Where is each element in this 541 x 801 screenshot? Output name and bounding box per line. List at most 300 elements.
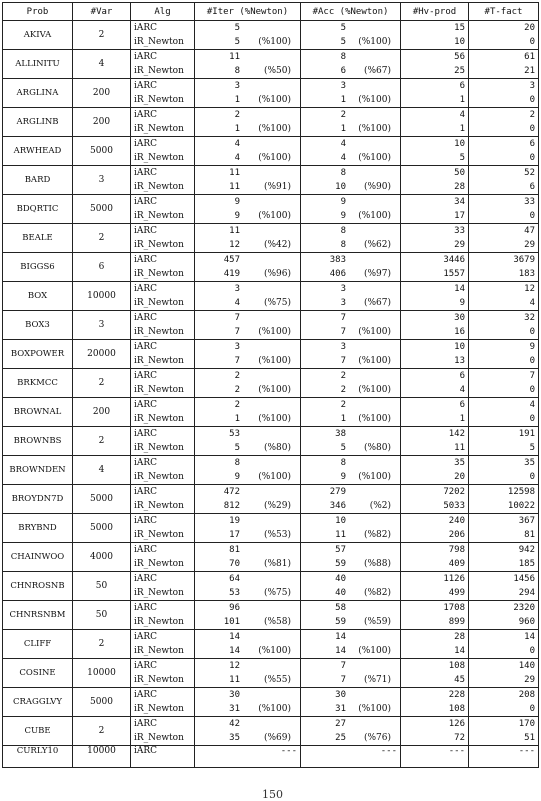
iter-percent (240, 283, 297, 296)
acc-line (304, 689, 397, 702)
iter-line (198, 457, 297, 470)
tf-stack (472, 283, 535, 310)
acc-line (304, 239, 397, 252)
iter-stack (198, 196, 297, 223)
algorithm-cell (131, 659, 195, 688)
acc-line (304, 428, 397, 441)
algorithm-stack (134, 341, 191, 368)
tf-value: 29 (524, 674, 535, 685)
algorithm-stack (134, 51, 191, 78)
iter-line (198, 283, 297, 296)
hv-value: 409 (448, 558, 465, 569)
acc-value: 4 (340, 152, 346, 163)
acc-percent (346, 22, 397, 35)
acc-cell (301, 21, 401, 50)
algorithm-name: iR_Newton (134, 587, 184, 598)
iter-stack (198, 138, 297, 165)
acc-stack (304, 370, 397, 397)
hv-prod-cell (401, 456, 469, 485)
iter-percent: (%100) (258, 471, 291, 482)
iter-line (198, 631, 297, 644)
algorithm-stack (134, 718, 191, 745)
variable-count: 2 (73, 630, 131, 659)
tf-value: 10022 (507, 500, 535, 511)
hv-prod-cell (401, 311, 469, 340)
acc-percent: (%62) (363, 239, 391, 250)
iter-line (198, 515, 297, 528)
acc-line (304, 616, 397, 629)
iter-percent (240, 515, 297, 528)
t-fact-cell (469, 311, 539, 340)
hv-value: 25 (454, 65, 465, 76)
algorithm-name: iR_Newton (134, 471, 184, 482)
iter-value: 11 (229, 674, 240, 685)
algorithm-name: iR_Newton (134, 239, 184, 250)
iter-value: 8 (234, 457, 240, 468)
iter-cell (195, 79, 301, 108)
algorithm-name: iARC (134, 631, 158, 642)
acc-line (304, 515, 397, 528)
acc-line (304, 471, 397, 484)
acc-value: 7 (340, 326, 346, 337)
iter-line (198, 703, 297, 716)
algorithm-name: iR_Newton (134, 413, 184, 424)
acc-line (304, 225, 397, 238)
hv-value: 108 (448, 703, 465, 714)
header-alg: Alg (131, 3, 195, 21)
iter-line (198, 500, 297, 513)
acc-percent (346, 341, 397, 354)
hv-value: 14 (454, 645, 465, 656)
problem-name: BROYDN7D (3, 485, 73, 514)
t-fact-cell (469, 340, 539, 369)
algorithm-name: iARC (134, 746, 158, 756)
tf-stack (472, 486, 535, 513)
table-row (3, 340, 539, 369)
tf-value: 61 (524, 51, 535, 62)
variable-count: 2 (73, 369, 131, 398)
acc-cell (301, 688, 401, 717)
problem-name: ARGLINA (3, 79, 73, 108)
algorithm-stack (134, 544, 191, 571)
hv-value: 499 (448, 587, 465, 598)
iter-value: 812 (223, 500, 240, 511)
problem-name: CRAGGLVY (3, 688, 73, 717)
variable-count: 4 (73, 456, 131, 485)
algorithm-stack (134, 689, 191, 716)
t-fact-cell (469, 50, 539, 79)
acc-line (304, 399, 397, 412)
hv-prod-cell (401, 21, 469, 50)
tf-value: 0 (529, 36, 535, 47)
iter-percent (240, 167, 297, 180)
iter-value: 12 (229, 239, 240, 250)
variable-count: 10000 (73, 659, 131, 688)
tf-stack (472, 109, 535, 136)
iter-line (198, 341, 297, 354)
acc-cell (301, 572, 401, 601)
t-fact-cell (469, 456, 539, 485)
table-row (3, 398, 539, 427)
algorithm-stack (134, 370, 191, 397)
t-fact-cell (469, 253, 539, 282)
hv-prod-cell (401, 340, 469, 369)
acc-line (304, 138, 397, 151)
tf-value: 294 (518, 587, 535, 598)
iter-line (198, 210, 297, 223)
iter-percent: (%58) (263, 616, 291, 627)
algorithm-cell (131, 21, 195, 50)
algorithm-stack (134, 631, 191, 658)
iter-cell (195, 427, 301, 456)
hv-stack (404, 689, 465, 716)
acc-percent (346, 80, 397, 93)
iter-stack (198, 370, 297, 397)
acc-stack (304, 283, 397, 310)
table-header-row (3, 3, 539, 21)
acc-percent: (%100) (358, 152, 391, 163)
algorithm-name: iARC (134, 283, 158, 294)
iter-cell (195, 224, 301, 253)
tf-value: 4 (529, 297, 535, 308)
algorithm-name: iARC (134, 515, 158, 526)
acc-percent (346, 544, 397, 557)
table-row (3, 253, 539, 282)
acc-value: 5 (340, 36, 346, 47)
acc-cell (301, 456, 401, 485)
algorithm-name: iARC (134, 80, 158, 91)
acc-percent: (%88) (363, 558, 391, 569)
hv-value: 9 (459, 297, 465, 308)
tf-value: 2320 (513, 602, 535, 613)
acc-stack (304, 312, 397, 339)
t-fact-cell (469, 514, 539, 543)
tf-value: 33 (524, 196, 535, 207)
tf-value: 170 (518, 718, 535, 729)
algorithm-name: iR_Newton (134, 703, 184, 714)
iter-line (198, 225, 297, 238)
hv-prod-cell (401, 50, 469, 79)
acc-stack (304, 167, 397, 194)
hv-stack (404, 138, 465, 165)
acc-percent (346, 689, 397, 702)
algorithm-name: iR_Newton (134, 94, 184, 105)
acc-percent: (%2) (369, 500, 391, 511)
iter-cell (195, 340, 301, 369)
acc-percent (346, 51, 397, 64)
iter-line (198, 573, 297, 586)
iter-percent: (%75) (263, 587, 291, 598)
acc-cell (301, 630, 401, 659)
iter-value: 4 (234, 297, 240, 308)
iter-percent: (%91) (263, 181, 291, 192)
hv-value: 13 (454, 355, 465, 366)
acc-stack (304, 660, 397, 687)
acc-cell (301, 253, 401, 282)
iter-value: 19 (229, 515, 240, 526)
algorithm-name: iARC (134, 370, 158, 381)
iter-line (198, 732, 297, 745)
iter-stack (198, 544, 297, 571)
acc-percent: (%67) (363, 297, 391, 308)
hv-prod-cell (401, 224, 469, 253)
iter-percent: (%29) (263, 500, 291, 511)
acc-value: 40 (335, 573, 346, 584)
hv-value: 240 (448, 515, 465, 526)
tf-value: 3679 (513, 254, 535, 265)
algorithm-stack (134, 602, 191, 629)
hv-prod-cell (401, 369, 469, 398)
iter-cell (195, 485, 301, 514)
algorithm-stack (134, 254, 191, 281)
hv-value: 7202 (443, 486, 465, 497)
algorithm-stack (134, 312, 191, 339)
problem-name: BROWNBS (3, 427, 73, 456)
acc-value: 4 (340, 138, 346, 149)
acc-percent: (%100) (358, 210, 391, 221)
acc-cell (301, 340, 401, 369)
tf-stack (472, 428, 535, 455)
acc-percent (346, 457, 397, 470)
iter-cell (195, 311, 301, 340)
iter-percent (240, 486, 297, 499)
table-row (3, 282, 539, 311)
acc-stack (304, 254, 397, 281)
acc-value: 10 (335, 181, 346, 192)
iter-percent: (%81) (263, 558, 291, 569)
iter-percent: (%96) (263, 268, 291, 279)
iter-percent (240, 312, 297, 325)
iter-stack (198, 602, 297, 629)
iter-percent (240, 457, 297, 470)
acc-percent (346, 602, 397, 615)
table-row (3, 369, 539, 398)
iter-value: 3 (234, 80, 240, 91)
iter-percent (240, 631, 297, 644)
variable-count: 6 (73, 253, 131, 282)
table-row (3, 514, 539, 543)
acc-value: 7 (340, 674, 346, 685)
algorithm-name: iR_Newton (134, 123, 184, 134)
algorithm-cell (131, 717, 195, 746)
algorithm-stack (134, 660, 191, 687)
algorithm-stack (134, 196, 191, 223)
iter-stack (198, 51, 297, 78)
iter-stack (198, 80, 297, 107)
acc-value: 383 (329, 254, 346, 265)
t-fact-cell (469, 659, 539, 688)
variable-count: 2 (73, 224, 131, 253)
tf-value: 81 (524, 529, 535, 540)
acc-stack (304, 22, 397, 49)
hv-stack (404, 254, 465, 281)
tf-value: 942 (518, 544, 535, 555)
acc-percent (346, 486, 397, 499)
acc-value: 406 (329, 268, 346, 279)
iter-value: 7 (234, 326, 240, 337)
acc-line (304, 645, 397, 658)
acc-line (304, 587, 397, 600)
header-hv-prod: #Hv-prod (401, 3, 469, 21)
acc-cell (301, 166, 401, 195)
iter-line (198, 312, 297, 325)
iter-value: 5 (234, 442, 240, 453)
acc-cell (301, 79, 401, 108)
algorithm-name: iR_Newton (134, 268, 184, 279)
acc-line (304, 22, 397, 35)
hv-value: 6 (459, 80, 465, 91)
tf-value: 12598 (507, 486, 535, 497)
acc-line (304, 196, 397, 209)
variable-count: 10000 (73, 282, 131, 311)
t-fact-cell (469, 79, 539, 108)
iter-value: 70 (229, 558, 240, 569)
acc-value: 9 (340, 210, 346, 221)
iter-value: 42 (229, 718, 240, 729)
algorithm-name: iARC (134, 22, 158, 33)
acc-line (304, 384, 397, 397)
problem-name: CURLY10 (3, 746, 73, 768)
tf-stack (472, 225, 535, 252)
problem-name: CHNROSNB (3, 572, 73, 601)
acc-line (304, 413, 397, 426)
tf-value: 51 (524, 732, 535, 743)
iter-value: 5 (234, 36, 240, 47)
acc-percent: (%100) (358, 326, 391, 337)
acc-value: 25 (335, 732, 346, 743)
acc-value: 2 (340, 370, 346, 381)
iter-cell (195, 659, 301, 688)
acc-stack (304, 80, 397, 107)
iter-percent: (%100) (258, 152, 291, 163)
acc-stack (304, 51, 397, 78)
hv-prod-cell (401, 601, 469, 630)
iter-value: 8 (234, 65, 240, 76)
hv-stack (404, 196, 465, 223)
algorithm-stack (134, 283, 191, 310)
iter-percent (240, 341, 297, 354)
acc-percent (346, 573, 397, 586)
iter-percent: (%55) (263, 674, 291, 685)
problem-name: BROWNAL (3, 398, 73, 427)
tf-stack (472, 138, 535, 165)
algorithm-name: iARC (134, 457, 158, 468)
acc-line (304, 573, 397, 586)
algorithm-name: iR_Newton (134, 442, 184, 453)
hv-stack (404, 602, 465, 629)
tf-value: 0 (529, 471, 535, 482)
acc-value: 10 (335, 515, 346, 526)
t-fact-cell (469, 688, 539, 717)
acc-value: 1 (340, 94, 346, 105)
iter-line (198, 254, 297, 267)
iter-line (198, 297, 297, 310)
iter-stack (198, 486, 297, 513)
table-row (3, 79, 539, 108)
iter-line (198, 152, 297, 165)
variable-count: 2 (73, 427, 131, 456)
algorithm-name: iARC (134, 399, 158, 410)
acc-stack (304, 689, 397, 716)
iter-stack (198, 167, 297, 194)
tf-stack (472, 602, 535, 629)
iter-cell (195, 137, 301, 166)
iter-value: 11 (229, 225, 240, 236)
variable-count: 5000 (73, 485, 131, 514)
algorithm-name: iR_Newton (134, 384, 184, 395)
acc-percent (346, 109, 397, 122)
iter-percent: (%100) (258, 355, 291, 366)
iter-value: 2 (234, 384, 240, 395)
acc-value: 2 (340, 384, 346, 395)
t-fact-cell (469, 630, 539, 659)
tf-value: 12 (524, 283, 535, 294)
algorithm-name: iR_Newton (134, 326, 184, 337)
tf-stack (472, 370, 535, 397)
acc-line (304, 283, 397, 296)
iter-line (198, 138, 297, 151)
iter-value: 1 (234, 413, 240, 424)
table-row (3, 166, 539, 195)
tf-value: 52 (524, 167, 535, 178)
acc-percent (346, 399, 397, 412)
iter-line (198, 413, 297, 426)
hv-value: 17 (454, 210, 465, 221)
algorithm-name: iARC (134, 689, 158, 700)
hv-value: 45 (454, 674, 465, 685)
iter-line (198, 471, 297, 484)
acc-line (304, 602, 397, 615)
iter-percent (240, 602, 297, 615)
iter-cell (195, 514, 301, 543)
hv-stack (404, 428, 465, 455)
iter-cell (195, 543, 301, 572)
iter-percent: (%100) (258, 36, 291, 47)
iter-line (198, 36, 297, 49)
iter-percent (240, 22, 297, 35)
problem-name: BOXPOWER (3, 340, 73, 369)
tf-value: 191 (518, 428, 535, 439)
variable-count: 5000 (73, 195, 131, 224)
acc-cell (301, 746, 401, 768)
algorithm-name: iR_Newton (134, 355, 184, 366)
iter-value: 9 (234, 471, 240, 482)
acc-value: 5 (340, 22, 346, 33)
tf-stack (472, 196, 535, 223)
iter-line (198, 80, 297, 93)
hv-value: 35 (454, 457, 465, 468)
algorithm-stack (134, 138, 191, 165)
hv-value: 228 (448, 689, 465, 700)
table-row (3, 688, 539, 717)
acc-line (304, 718, 397, 731)
iter-value: 11 (229, 181, 240, 192)
variable-count: 20000 (73, 340, 131, 369)
acc-cell (301, 543, 401, 572)
iter-cell (195, 369, 301, 398)
problem-name: AKIVA (3, 21, 73, 50)
tf-stack (472, 312, 535, 339)
acc-stack (304, 631, 397, 658)
acc-cell (301, 601, 401, 630)
iter-line (198, 65, 297, 78)
acc-percent: (%100) (358, 94, 391, 105)
t-fact-cell (469, 108, 539, 137)
table-row (3, 572, 539, 601)
table-row (3, 427, 539, 456)
algorithm-name: iARC (134, 254, 158, 265)
problem-name: CHAINWOO (3, 543, 73, 572)
